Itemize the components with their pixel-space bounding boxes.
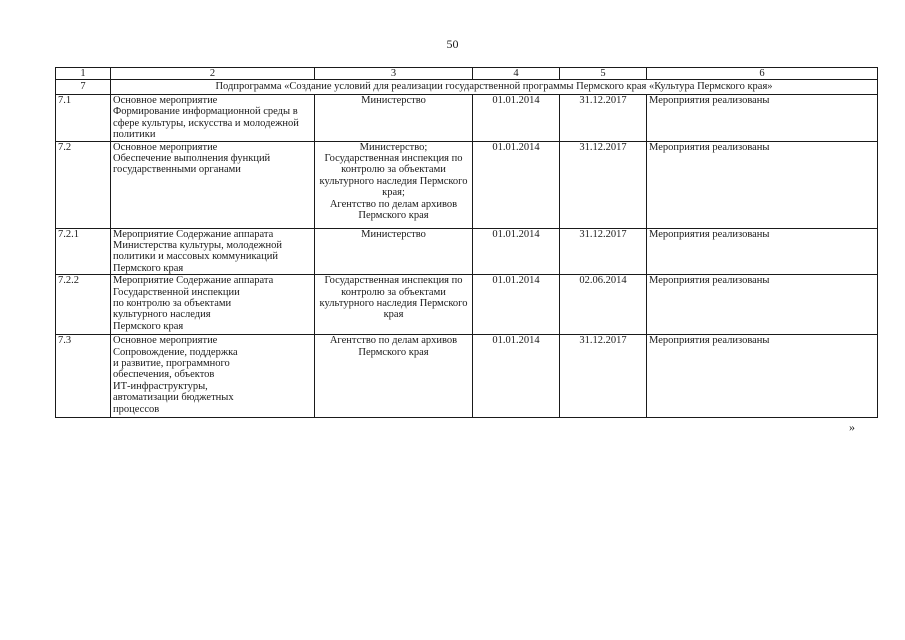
start-date: 01.01.2014 xyxy=(473,275,560,335)
result: Мероприятия реализованы xyxy=(647,228,878,275)
measure-name: Мероприятие Содержание аппарата Государственной инспекции по контролю за объектами культурного наследия Пермского края xyxy=(111,275,315,335)
measure-name: Основное мероприятие Сопровождение, поддержка и развитие, программного обеспечения, объектов ИТ-инфраструктуры, автоматизации бюджетных процессов xyxy=(111,335,315,418)
measure-name: Основное мероприятие Обеспечение выполнения функций государственными органами xyxy=(111,141,315,228)
result: Мероприятия реализованы xyxy=(647,141,878,228)
table-row xyxy=(56,228,878,275)
start-date: 01.01.2014 xyxy=(473,228,560,275)
row-number: 7.2 xyxy=(56,141,111,228)
header-cell: 5 xyxy=(560,68,647,80)
executor: Министерство xyxy=(315,95,473,142)
start-date: 01.01.2014 xyxy=(473,141,560,228)
table-row xyxy=(56,335,878,418)
measure-name: Основное мероприятие Формирование информационной среды в сфере культуры, искусства и молодежной политики xyxy=(111,95,315,142)
result: Мероприятия реализованы xyxy=(647,335,878,418)
result: Мероприятия реализованы xyxy=(647,95,878,142)
measure-name: Мероприятие Содержание аппарата Министерства культуры, молодежной политики и массовых коммуникаций Пермского края xyxy=(111,228,315,275)
executor: Государственная инспекция по контролю за объектами культурного наследия Пермского края xyxy=(315,275,473,335)
result: Мероприятия реализованы xyxy=(647,275,878,335)
executor: Министерство xyxy=(315,228,473,275)
end-date: 31.12.2017 xyxy=(560,228,647,275)
start-date: 01.01.2014 xyxy=(473,95,560,142)
subprogram-row xyxy=(56,80,878,95)
end-date: 31.12.2017 xyxy=(560,141,647,228)
subprogram-number: 7 xyxy=(56,80,111,95)
program-table xyxy=(55,67,878,418)
row-number: 7.2.2 xyxy=(56,275,111,335)
end-date: 31.12.2017 xyxy=(560,95,647,142)
executor: Министерство; Государственная инспекция по контролю за объектами культурного наследия Пермского края; Агентство по делам архивов Пермского края xyxy=(315,141,473,228)
executor: Агентство по делам архивов Пермского края xyxy=(315,335,473,418)
table-row xyxy=(56,95,878,142)
header-cell: 2 xyxy=(111,68,315,80)
start-date: 01.01.2014 xyxy=(473,335,560,418)
table-row xyxy=(56,275,878,335)
header-cell: 4 xyxy=(473,68,560,80)
page-number: 50 xyxy=(446,37,459,51)
subprogram-title: Подпрограмма «Создание условий для реализации государственной программы Пермского края «Культура Пермского края» xyxy=(111,80,878,95)
row-number: 7.2.1 xyxy=(56,228,111,275)
row-number: 7.1 xyxy=(56,95,111,142)
header-cell: 1 xyxy=(56,68,111,80)
header-cell: 3 xyxy=(315,68,473,80)
table-row xyxy=(56,141,878,228)
end-date: 02.06.2014 xyxy=(560,275,647,335)
header-cell: 6 xyxy=(647,68,878,80)
end-date: 31.12.2017 xyxy=(560,335,647,418)
row-number: 7.3 xyxy=(56,335,111,418)
header-row xyxy=(56,68,878,80)
closing-quote: » xyxy=(849,420,855,434)
